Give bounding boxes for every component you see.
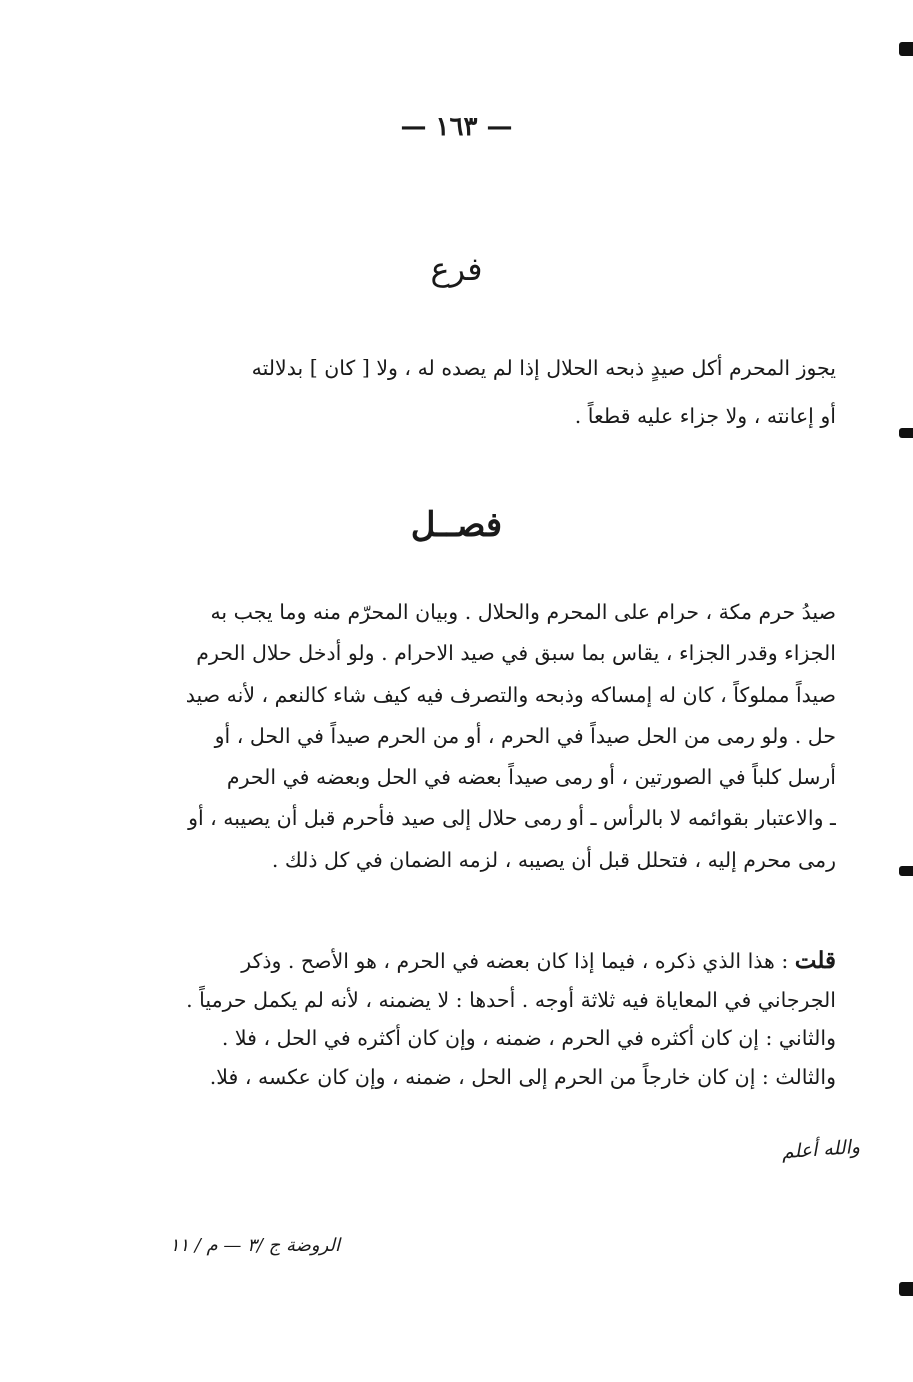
binding-mark <box>899 1282 913 1296</box>
binding-mark <box>899 428 913 438</box>
text-line: رمى محرم إليه ، فتحلل قبل أن يصيبه ، لزمه الضمان في كل ذلك . <box>271 847 836 872</box>
text-line: صيدُ حرم مكة ، حرام على المحرم والحلال . وبيان المحرّم منه وما يجب به <box>210 600 836 624</box>
lead-word-qultu: قلت <box>794 947 836 974</box>
text-line-first <box>128 942 836 981</box>
text-line: ـ والاعتبار بقوائمه لا بالرأس ـ أو رمى حلال إلى صيد فأحرم قبل أن يصيبه ، أو <box>188 806 836 831</box>
footer-signature: الروضة ج /٣ — م / ١١ <box>169 1235 340 1256</box>
page-number: — ١٦٣ — <box>400 112 513 142</box>
text-line: أرسل كلباً في الصورتين ، أو رمى صيداً بعضه في الحل وبعضه في الحرم <box>226 765 836 790</box>
text-line: يجوز المحرم أكل صيدٍ ذبحه الحلال إذا لم يصده له ، ولا [ كان ] بدلالته <box>251 356 836 380</box>
heading-far3: فرع <box>430 250 483 288</box>
text-line: والثاني : إن كان أكثره في الحرم ، ضمنه ، وإن كان أكثره في الحل ، فلا . <box>221 1026 836 1050</box>
text-line: صيداً مملوكاً ، كان له إمساكه وذبحه والتصرف فيه كيف شاء كالنعم ، لأنه صيد <box>185 682 836 707</box>
heading-fasl: فصــل <box>410 505 503 545</box>
paragraph-qultu <box>128 942 836 1096</box>
text-line: الجزاء وقدر الجزاء ، يقاس بما سبق في صيد الاحرام . ولو أدخل حلال الحرم <box>196 641 836 666</box>
text-line: والثالث : إن كان خارجاً من الحرم إلى الحل ، ضمنه ، وإن كان عكسه ، فلا. <box>209 1064 836 1089</box>
text-line: أو إعانته ، ولا جزاء عليه قطعاً . <box>574 404 836 428</box>
closing-phrase: والله أعلم <box>780 1135 861 1164</box>
binding-mark <box>899 42 913 56</box>
text-line: حل . ولو رمى من الحل صيداً في الحرم ، أو من الحرم صيداً في الحل ، أو <box>214 723 836 748</box>
paragraph-fasl <box>128 592 836 881</box>
binding-mark <box>899 866 913 876</box>
first-line-rest: : هذا الذي ذكره ، فيما إذا كان بعضه في الحرم ، هو الأصح . وذكر <box>241 949 789 973</box>
text-line: الجرجاني في المعاياة فيه ثلاثة أوجه . أحدها : لا يضمنه ، لأنه لم يكمل حرمياً . <box>186 987 836 1012</box>
paragraph-far3 <box>128 344 836 440</box>
